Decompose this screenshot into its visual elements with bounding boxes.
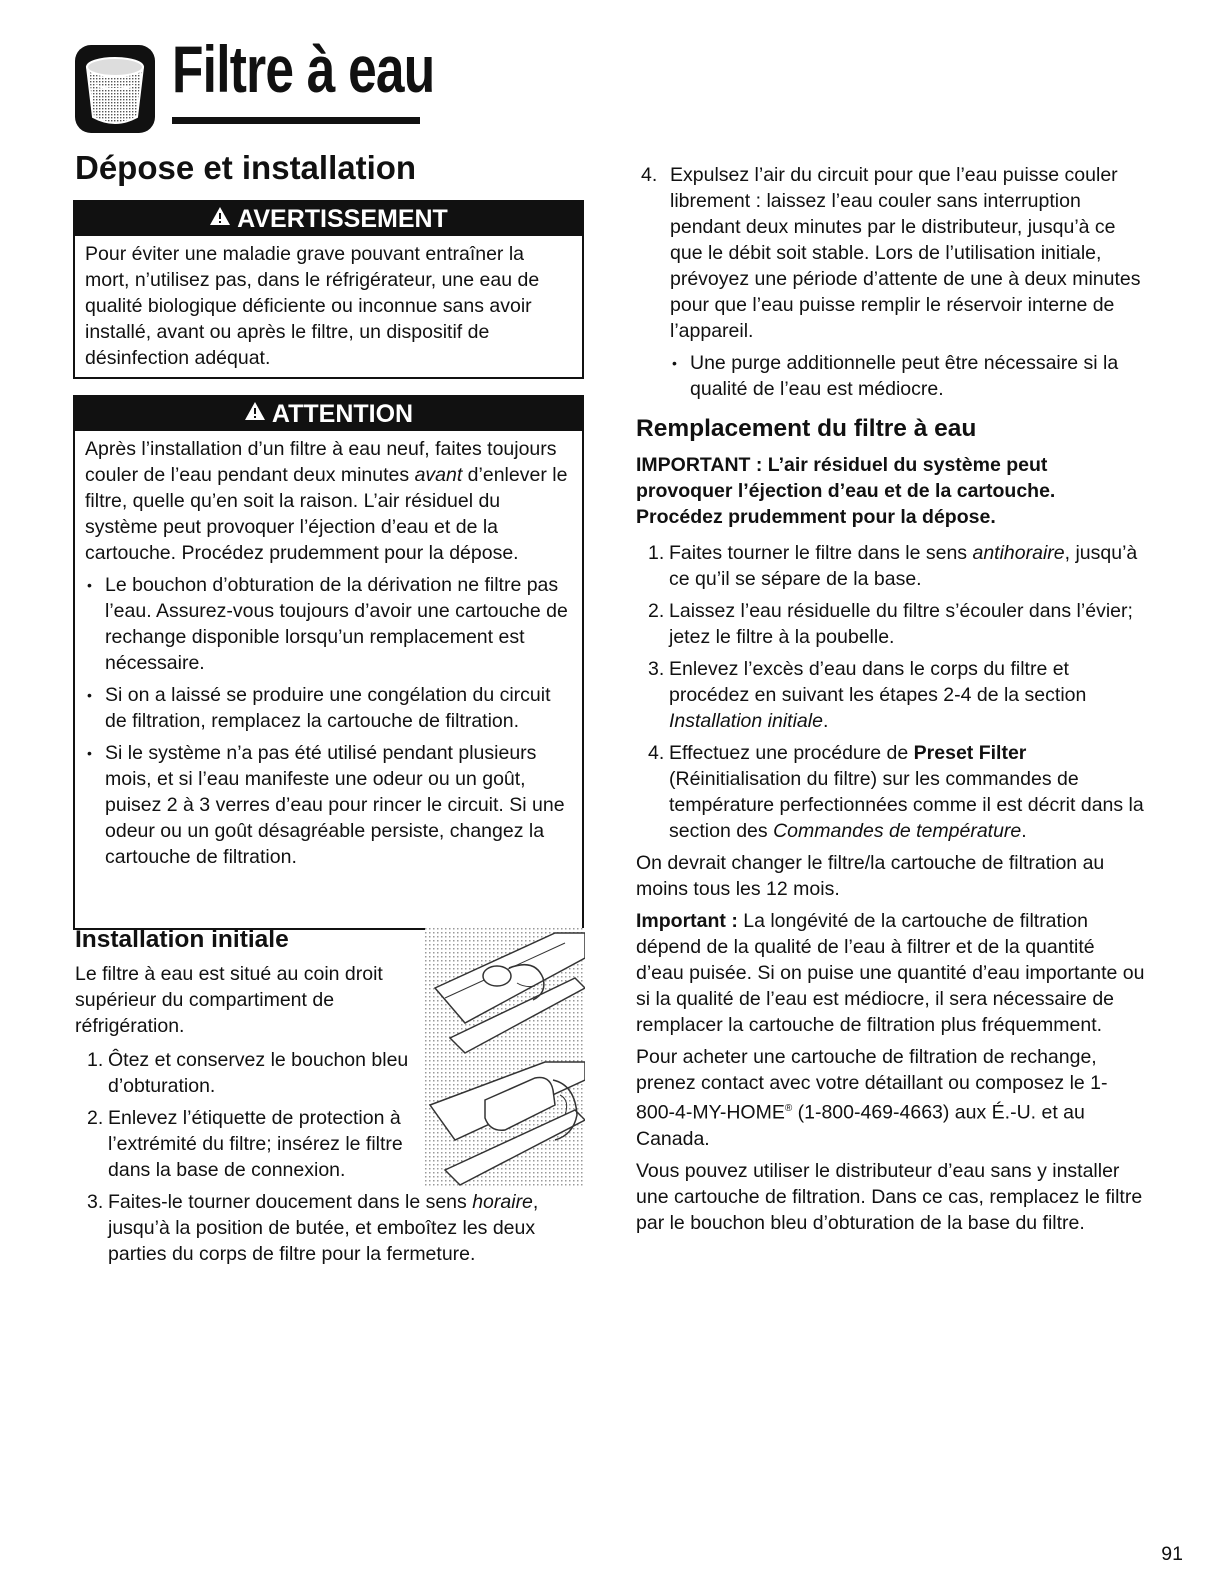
filter-insertion-illustration	[425, 1060, 585, 1188]
list-item: • Si le système n’a pas été utilisé pendant plusieurs mois, et si l’eau manifeste une odeur ou un goût, puisez 2 à 3 verres d’eau pour rincer le circuit. Si une odeur ou un goût désagréable persiste, changez la cartouche de filtration.	[85, 740, 572, 870]
list-item: • Le bouchon d’obturation de la dérivation ne filtre pas l’eau. Assurez-vous toujours d’avoir une cartouche de rechange disponible lorsqu’un remplacement est nécessaire.	[85, 572, 572, 676]
list-item	[75, 1047, 418, 1099]
step-text: Ôtez et conservez le bouchon bleu d’obturation.	[108, 1049, 409, 1097]
caution-text	[85, 436, 572, 566]
step-number: 1.	[648, 542, 665, 564]
list-item	[75, 1105, 418, 1183]
important-label: Important :	[636, 910, 738, 932]
step-text-bold: Preset Filter	[913, 742, 1027, 764]
step-text: Laissez l’eau résiduelle du filtre s’écouler dans l’évier; jetez le filtre à la poubelle.	[669, 600, 1133, 648]
section-title: Dépose et installation	[75, 149, 417, 186]
step-text: .	[1021, 820, 1027, 842]
caution-box	[73, 395, 584, 930]
caution-bullet-list	[85, 572, 572, 870]
important-paragraph	[636, 908, 1146, 1038]
step-number: 1.	[87, 1049, 104, 1071]
step-number: 3.	[648, 658, 665, 680]
warning-triangle-icon	[209, 201, 231, 235]
list-item	[636, 598, 1146, 650]
step-text: Faites-le tourner doucement dans le sens	[108, 1191, 473, 1213]
step-4-bullet-list	[670, 350, 1146, 402]
replace-important-note: IMPORTANT : L’air résiduel du système peut provoquer l’éjection d’eau et de la cartouche. Procédez prudemment pour la dépose.	[636, 454, 1056, 528]
step-text: Expulsez l’air du circuit pour que l’eau puisse couler librement : laissez l’eau couler sans interruption pendant deux minutes par le distributeur, jusqu’à ce que le débit soit stable. Lors de l’utilisation initiale, prévoyez une période d’attente de une à deux minutes pour que l’eau puisse remplir le réservoir interne de l’appareil.	[670, 164, 1141, 342]
step-text: , jusqu’à la position de butée, et emboîtez les deux parties du corps de filtre pour la fermeture.	[108, 1191, 539, 1265]
list-item	[75, 1189, 588, 1267]
step-text: Enlevez l’excès d’eau dans le corps du filtre et procédez en suivant les étapes 2-4 de la section	[669, 658, 1087, 706]
step-text-emphasis: horaire	[472, 1191, 533, 1213]
replace-heading: Remplacement du filtre à eau	[636, 415, 977, 442]
warning-text: Pour éviter une maladie grave pouvant entraîner la mort, n’utilisez pas, dans le réfrigérateur, une eau de qualité biologique déficiente ou inconnue sans avoir installé, avant ou après le filtre, un dispositif de désinfection adéquat.	[85, 243, 540, 369]
warning-triangle-icon	[244, 396, 266, 430]
step-text-emphasis: Installation initiale	[669, 710, 823, 732]
right-column	[636, 162, 1146, 1242]
step-text: Effectuez une procédure de	[669, 742, 914, 764]
purchase-text: (1-800-469-4663) aux É.-U. et au Canada.	[636, 1101, 1085, 1150]
step-text-emphasis: Commandes de température	[773, 820, 1022, 842]
warning-box-header	[75, 202, 582, 236]
header-rule	[172, 117, 420, 124]
replace-steps	[636, 540, 1146, 844]
install-intro: Le filtre à eau est situé au coin droit supérieur du compartiment de réfrigération.	[75, 963, 383, 1037]
registered-mark: ®	[784, 1103, 793, 1114]
list-item: • Si on a laissé se produire une congélation du circuit de filtration, remplacez la cartouche de filtration.	[85, 682, 572, 734]
water-filter-icon	[75, 45, 155, 133]
step-text: Faites tourner le filtre dans le sens	[669, 542, 973, 564]
warning-box	[73, 200, 584, 379]
step-number: 2.	[648, 600, 665, 622]
step-text: .	[822, 710, 829, 732]
list-item	[636, 740, 1146, 844]
install-heading: Installation initiale	[75, 926, 289, 953]
page-header-title: Filtre à eau	[172, 32, 435, 106]
step-text: Enlevez l’étiquette de protection à l’extrémité du filtre; insérez le filtre dans la base de connexion.	[108, 1107, 403, 1181]
caution-text-emphasis: avant	[414, 464, 463, 486]
caution-text-part: d’enlever le filtre, quelle qu’en soit la raison. L’air résiduel du système peut provoquer l’éjection d’eau et de la cartouche. Procédez prudemment pour la dépose.	[85, 464, 568, 564]
step-number: 4.	[641, 164, 658, 186]
step-text: , jusqu’à ce qu’il se sépare de la base.	[669, 542, 1138, 590]
list-item	[636, 656, 1146, 734]
replace-frequency-paragraph: On devrait changer le filtre/la cartouche de filtration au moins tous les 12 mois.	[636, 852, 1105, 900]
caution-heading: ATTENTION	[271, 400, 414, 428]
step-number: 3.	[87, 1191, 104, 1213]
no-filter-paragraph: Vous pouvez utiliser le distributeur d’eau sans y installer une cartouche de filtration. Dans ce cas, remplacez le filtre par le bouchon bleu d’obturation de la base du filtre.	[636, 1159, 1143, 1234]
warning-heading: AVERTISSEMENT	[237, 205, 448, 233]
list-item: • Une purge additionnelle peut être nécessaire si la qualité de l’eau est médiocre.	[670, 350, 1146, 402]
purchase-text: Pour acheter une cartouche de filtration de rechange, prenez contact avec votre détaillant ou composez le 1-800-4-MY-HOME	[636, 1046, 1108, 1124]
purchase-paragraph	[636, 1044, 1146, 1152]
caution-box-header	[75, 397, 582, 431]
list-item	[636, 540, 1146, 592]
step-number: 2.	[87, 1107, 104, 1129]
page-number: 91	[1161, 1543, 1183, 1565]
important-text: La longévité de la cartouche de filtration dépend de la qualité de l’eau à filtrer et de la quantité d’eau puisée. Si on puise une quantité d’eau importante ou si la qualité de l’eau est médiocre, il sera nécessaire de remplacer la cartouche de filtration plus fréquemment.	[636, 910, 1145, 1036]
install-step-4	[636, 162, 1146, 344]
step-text-emphasis: antihoraire	[972, 542, 1065, 564]
step-number: 4.	[648, 742, 665, 764]
caution-text-part: Après l’installation d’un filtre à eau neuf, faites toujours couler de l’eau pendant deux minutes	[85, 438, 557, 486]
step-text: (Réinitialisation du filtre) sur les commandes de température perfectionnées comme il est décrit dans la section des	[669, 768, 1144, 842]
list-item	[636, 162, 1146, 344]
filter-removal-illustration	[425, 928, 585, 1058]
